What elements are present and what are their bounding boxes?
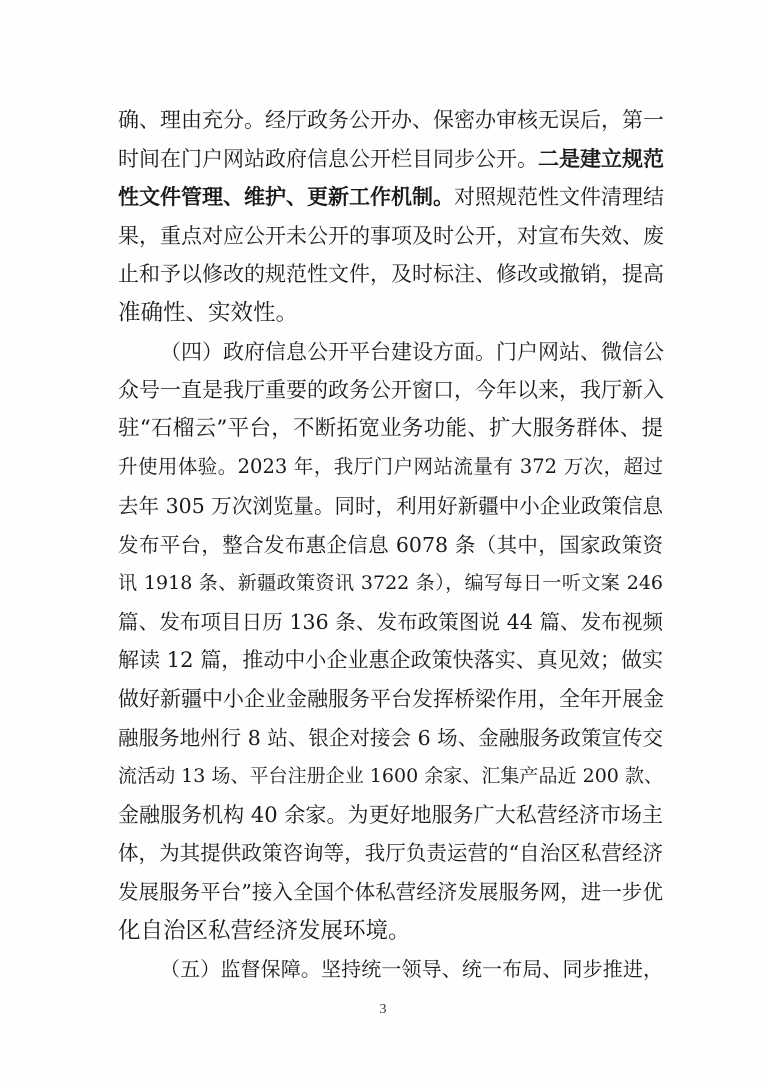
text-line: 果，重点对应公开未公开的事项及时公开，对宣布失效、废 bbox=[118, 223, 664, 248]
text-line: 解读 12 篇，推动中小企业惠企政策快落实、真见效；做实 bbox=[118, 648, 663, 673]
text-line: 发布平台，整合发布惠企信息 6078 条（其中，国家政策资 bbox=[118, 532, 663, 557]
bold-text-run: 性文件管理、维护、更新工作机制。 bbox=[118, 184, 454, 210]
bold-text-run: 二是建立规范 bbox=[538, 145, 664, 171]
text-line: 做好新疆中小企业金融服务平台发挥桥梁作用，全年开展金 bbox=[118, 687, 664, 711]
text-line: 篇、发布项目日历 136 条、发布政策图说 44 篇、发布视频 bbox=[118, 609, 663, 634]
text-line: 止和予以修改的规范性文件，及时标注、修改或撤销，提高 bbox=[118, 262, 664, 287]
text-line: 金融服务机构 40 余家。为更好地服务广大私营经济市场主 bbox=[118, 802, 663, 827]
text-line: 升使用体验。2023 年，我厅门户网站流量有 372 万次，超过 bbox=[118, 455, 663, 479]
text-line: 发展服务平台”接入全国个体私营经济发展服务网，进一步优 bbox=[118, 880, 663, 904]
text-line: 化自治区私营经济发展环境。 bbox=[118, 917, 411, 944]
text-line: 确、理由充分。经厅政务公开办、保密办审核无误后，第一 bbox=[118, 108, 664, 132]
text-line: 众号一直是我厅重要的政务公开窗口，今年以来，我厅新入 bbox=[118, 378, 664, 403]
text-line bbox=[118, 177, 663, 217]
text-line: 讯 1918 条、新疆政策资讯 3722 条），编写每日一听文案 246 bbox=[118, 572, 663, 595]
text-line: 体，为其提供政策咨询等，我厅负责运营的“自治区私营经济 bbox=[118, 841, 663, 866]
text-line: 准确性、实效性。 bbox=[118, 300, 299, 326]
paragraph-heading-line: （四）政府信息公开平台建设方面。门户网站、微信公 bbox=[160, 339, 664, 364]
page-number: 3 bbox=[379, 1001, 387, 1017]
paragraph-heading-line: （五）监督保障。坚持统一领导、统一布局、同步推进， bbox=[160, 957, 663, 982]
text-line: 去年 305 万次浏览量。同时，利用好新疆中小企业政策信息 bbox=[118, 494, 663, 518]
text-line: 融服务地州行 8 站、银企对接会 6 场、金融服务政策宣传交 bbox=[118, 725, 663, 750]
text-line: 流活动 13 场、平台注册企业 1600 余家、汇集产品近 200 款、 bbox=[118, 765, 663, 788]
text-run: 时间在门户网站政府信息公开栏目同步公开。 bbox=[118, 146, 538, 171]
text-line bbox=[118, 139, 663, 179]
text-line: 驻“石榴云”平台，不断拓宽业务功能、扩大服务群体、提 bbox=[118, 415, 663, 441]
text-run: 对照规范性文件清理结 bbox=[454, 185, 664, 210]
